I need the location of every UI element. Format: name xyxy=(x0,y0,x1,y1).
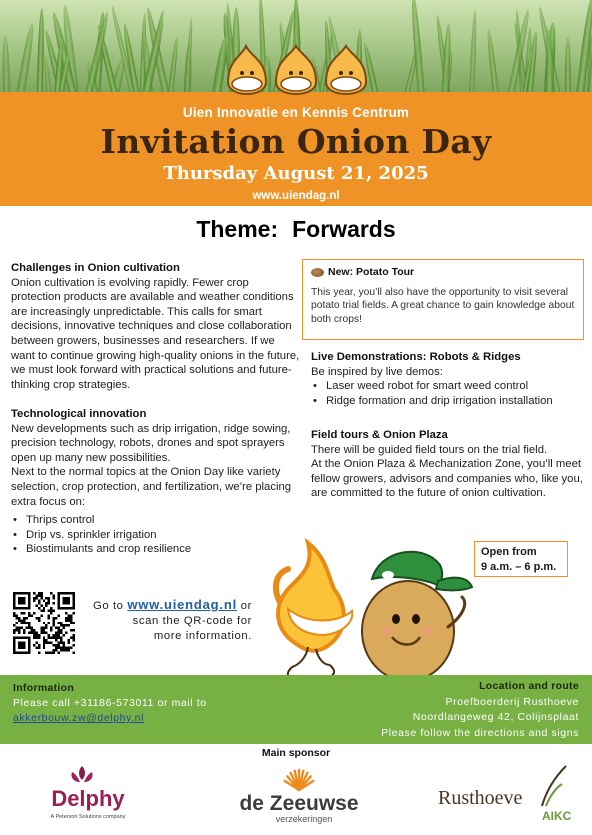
rusthoeve-wordmark: Rusthoeve xyxy=(438,787,523,809)
theme-value: Forwards xyxy=(292,216,396,242)
onion-mascot-middle xyxy=(276,46,316,94)
route-venue: Proefboerderij Rusthoeve xyxy=(445,695,579,708)
goto-suffix: or xyxy=(240,600,252,612)
email-link[interactable]: akkerbouw.zw@delphy.nl xyxy=(13,712,145,724)
challenges-body: Onion cultivation is evolving rapidly. Fewer crop protection products are available and weather conditions are increasingly unpredictable. This calls for smart decisions, innovative techniques and close collaboration between growers, businesses and researchers. If we want to continue growing high-quality onions in the future, we must look forward with practical solutions and future-thinking crop strategies. xyxy=(11,276,300,391)
onion-mascot-right xyxy=(326,46,366,94)
route-note: Please follow the directions and signs xyxy=(381,726,579,739)
delphy-logo[interactable] xyxy=(38,762,138,828)
list-item: • Drip vs. sprinkler irrigation xyxy=(11,528,301,543)
qr-code[interactable] xyxy=(13,592,75,654)
goto-text xyxy=(80,597,252,644)
onion-mascots-logo xyxy=(222,42,370,104)
theme-heading xyxy=(0,216,592,243)
demos-heading: Live Demonstrations: Robots & Ridges xyxy=(311,351,521,363)
focus-list xyxy=(11,513,301,557)
potato-tour-body: This year, you’ll also have the opportunity to visit several potato trial fields. A great chance to gain knowledge about both crops! xyxy=(311,286,575,325)
route-address: Noordlangeweg 42, Colijnsplaat xyxy=(412,711,579,723)
rusthoeve-aikc-logo[interactable] xyxy=(434,762,574,828)
delphy-wordmark: Delphy xyxy=(51,786,125,811)
zeeuwse-wordmark: de Zeeuwse xyxy=(239,792,359,815)
route-block xyxy=(319,679,579,741)
challenges-section xyxy=(11,261,301,392)
list-item: • Biostimulants and crop resilience xyxy=(11,542,301,557)
tech-body-1: New developments such as drip irrigation, ridge sowing, precision technology, robots, drones and spot sprayers open up many new possibilities. xyxy=(11,422,291,464)
opening-hours: 9 a.m. – 6 p.m. xyxy=(481,561,557,573)
information-heading: Information xyxy=(13,682,75,694)
mascot-illustration xyxy=(268,535,474,685)
website-link[interactable]: www.uiendag.nl xyxy=(127,597,237,612)
delphy-tagline: A Peterson Solutions company xyxy=(50,814,126,820)
page-title: Invitation Onion Day xyxy=(100,122,492,161)
shell-icon xyxy=(285,770,314,790)
de-zeeuwse-logo[interactable] xyxy=(232,762,366,828)
theme-label: Theme: xyxy=(196,216,279,242)
information-block xyxy=(13,681,207,726)
field-tours-heading: Field tours & Onion Plaza xyxy=(311,429,448,441)
potato-tour-heading: New: Potato Tour xyxy=(328,266,415,278)
demos-list xyxy=(311,379,585,408)
header-url: www.uiendag.nl xyxy=(252,190,340,202)
list-item: • Ridge formation and drip irrigation installation xyxy=(311,394,585,409)
goto-line-2: scan the QR-code for xyxy=(132,615,252,627)
event-date: Thursday August 21, 2025 xyxy=(163,163,429,184)
field-tours-body-1: There will be guided field tours on the trial field. xyxy=(311,443,548,456)
goto-prefix: Go to xyxy=(92,600,124,612)
tech-section xyxy=(11,407,301,557)
route-heading: Location and route xyxy=(479,680,579,692)
goto-line-3: more information. xyxy=(153,630,252,642)
opening-label: Open from xyxy=(481,546,537,558)
field-tours-section xyxy=(311,428,585,501)
aikc-wordmark: AIKC xyxy=(542,809,572,823)
org-name: Uien Innovatie en Kennis Centrum xyxy=(182,105,410,120)
list-item: • Thrips control xyxy=(11,513,301,528)
potato-tour-box xyxy=(302,259,584,340)
onion-character xyxy=(276,543,352,677)
tech-heading: Technological innovation xyxy=(11,408,147,420)
tech-body-2: Next to the normal topics at the Onion Day like variety selection, crop protection, and fertilization, we’re placing extra focus on: xyxy=(11,466,292,508)
demos-intro: Be inspired by live demos: xyxy=(311,365,443,378)
demos-section xyxy=(311,350,585,408)
opening-hours-box xyxy=(474,541,568,577)
challenges-heading: Challenges in Onion cultivation xyxy=(11,262,180,274)
information-line: Please call +31186-573011 or mail to xyxy=(13,697,207,709)
list-item: • Laser weed robot for smart weed control xyxy=(311,379,585,394)
onion-mascot-left xyxy=(228,46,266,94)
field-tours-body-2: At the Onion Plaza & Mechanization Zone, you’ll meet fellow growers, advisors and companies who, like you, are committed to the future of onion cultivation. xyxy=(311,458,583,500)
potato-character xyxy=(362,552,472,685)
sponsor-label: Main sponsor xyxy=(261,747,331,759)
potato-icon xyxy=(311,268,324,277)
zeeuwse-sub: verzekeringen xyxy=(275,814,333,824)
